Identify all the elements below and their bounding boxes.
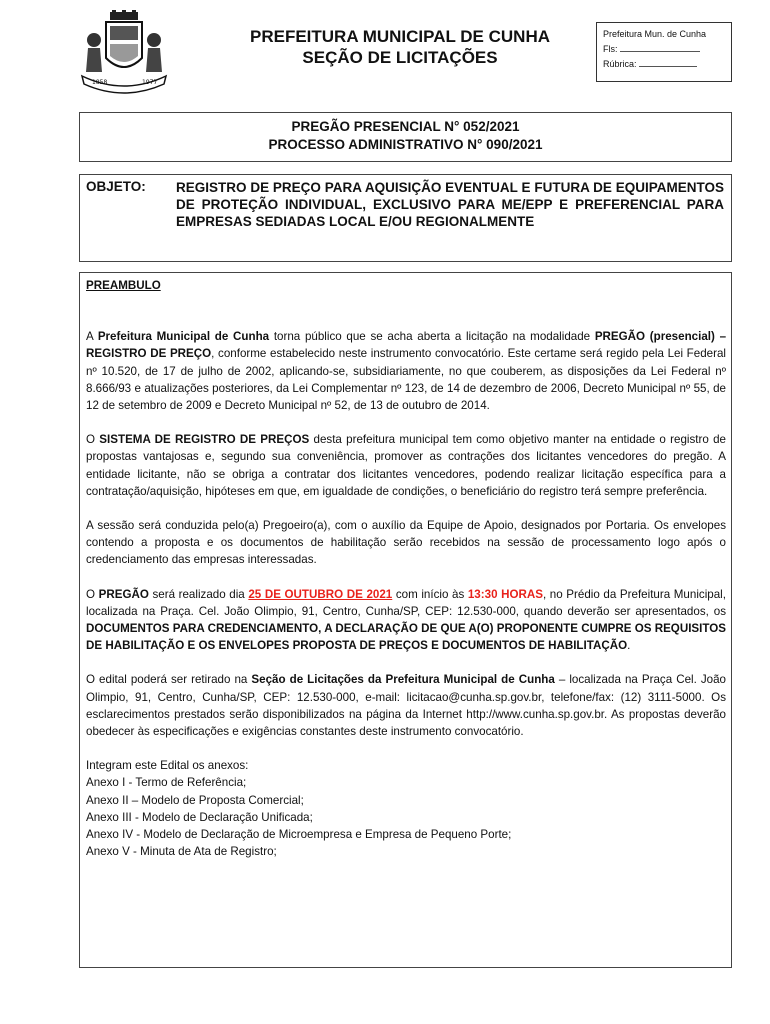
page-subtitle: SEÇÃO DE LICITAÇÕES xyxy=(302,48,498,67)
stamp-line-2: Fls: xyxy=(603,42,725,57)
pregao-number: PREGÃO PRESENCIAL N° 052/2021 xyxy=(291,119,520,134)
objeto-label: OBJETO: xyxy=(86,179,146,194)
municipal-crest-icon xyxy=(78,10,170,94)
preambulo-heading: PREAMBULO xyxy=(86,279,161,292)
paragraph-2: O SISTEMA DE REGISTRO DE PREÇOS desta prefeitura municipal tem como objetivo manter na entidade o registro de propostas vantajosas e, segundo sua conveniência, promover as contrações dos licitantes vencedores do pregão. A entidade licitante, não se obriga a contratar dos licitantes vencedores, podendo realizar licitação específica para a contratação/aquisição, hipóteses em que, em igualdade de condições, o beneficiário do registro terá sempre preferência. xyxy=(86,433,726,498)
objeto-text: REGISTRO DE PREÇO PARA AQUISIÇÃO EVENTUAL E FUTURA DE EQUIPAMENTOS DE PROTEÇÃO INDIVIDUAL, EXCLUSIVO PARA ME/EPP E PREFERENCIAL PARA EMPRESAS SEDIADAS LOCAL E/OU REGIONALMENTE xyxy=(176,180,724,229)
annex-item: Anexo III - Modelo de Declaração Unificada; xyxy=(86,810,313,824)
session-time: 13:30 HORAS xyxy=(467,587,543,601)
annex-item: Anexo V - Minuta de Ata de Registro; xyxy=(86,845,277,859)
page-title: PREFEITURA MUNICIPAL DE CUNHA xyxy=(249,27,551,46)
paragraph-5: O edital poderá ser retirado na Seção de Licitações da Prefeitura Municipal de Cunha – localizada na Praça Cel. João Olimpio, 91, Centro, Cunha/SP, CEP: 12.530-000, e-mail: licitacao@cunha.sp.gov.br, telefone/fax: (12) 3111-5000. Os esclarecimentos prestados serão disponibilizados na página da Internet http://www.cunha.sp.gov.br. As propostas deverão obedecer às especificações e exigências constantes deste instrumento convocatório. xyxy=(86,673,727,739)
annexes-intro: Integram este Edital os anexos: xyxy=(86,759,249,773)
paragraph-3: A sessão será conduzida pelo(a) Pregoeiro(a), com o auxílio da Equipe de Apoio, designados por Portaria. Os envelopes contendo a proposta e os documentos de habilitação serão recebidos na sessão de processamento logo após o credenciamento das empresas interessadas. xyxy=(86,519,726,567)
stamp-line-1: Prefeitura Mun. de Cunha xyxy=(603,29,707,39)
pregao-box xyxy=(79,112,732,162)
svg-text:1858: 1858 xyxy=(92,79,108,86)
preambulo-content xyxy=(86,277,726,860)
objeto-box xyxy=(79,174,732,262)
session-date: 25 DE OUTUBRO DE 2021 xyxy=(248,587,393,601)
processo-number: PROCESSO ADMINISTRATIVO N° 090/2021 xyxy=(268,137,543,152)
document-header xyxy=(0,0,770,100)
svg-text:1977: 1977 xyxy=(142,79,158,86)
paragraph-1: A Prefeitura Municipal de Cunha torna público que se acha aberta a licitação na modalidade PREGÃO (presencial) – REGISTRO DE PREÇO, conforme estabelecido neste instrumento convocatório. Este certame será regido pela Lei Federal nº 10.520, de 17 de julho de 2002, aplicando-se, subsidiariamente, no que couberem, as disposições da Lei Federal nº 8.666/93 e atualizações posteriores, da Lei Complementar nº 123, de 14 de dezembro de 2006, Decreto Municipal nº 55, de 12 de setembro de 2009 e Decreto Municipal nº 52, de 13 de outubro de 2014. xyxy=(86,330,727,413)
annex-item: Anexo I - Termo de Referência; xyxy=(86,776,247,790)
annex-item: Anexo II – Modelo de Proposta Comercial; xyxy=(86,793,304,807)
stamp-line-3: Rúbrica: xyxy=(603,57,725,72)
paragraph-4: O PREGÃO será realizado dia 25 DE OUTUBRO DE 2021 com início às 13:30 HORAS, no Prédio da Prefeitura Municipal, localizada na Praça. Cel. João Olimpio, 91, Centro, Cunha/SP, CEP: 12.530-000, quando deverão ser apresentados, os DOCUMENTOS PARA CREDENCIAMENTO, A DECLARAÇÃO DE QUE A(O) PROPONENTE CUMPRE OS REQUISITOS DE HABILITAÇÃO E OS ENVELOPES PROPOSTA DE PREÇOS E DOCUMENTOS DE HABILITAÇÃO. xyxy=(86,587,726,653)
annex-item: Anexo IV - Modelo de Declaração de Microempresa e Empresa de Pequeno Porte; xyxy=(86,828,512,842)
page-stamp-box xyxy=(596,22,732,82)
preambulo-box xyxy=(79,272,732,968)
title-block xyxy=(200,26,600,68)
